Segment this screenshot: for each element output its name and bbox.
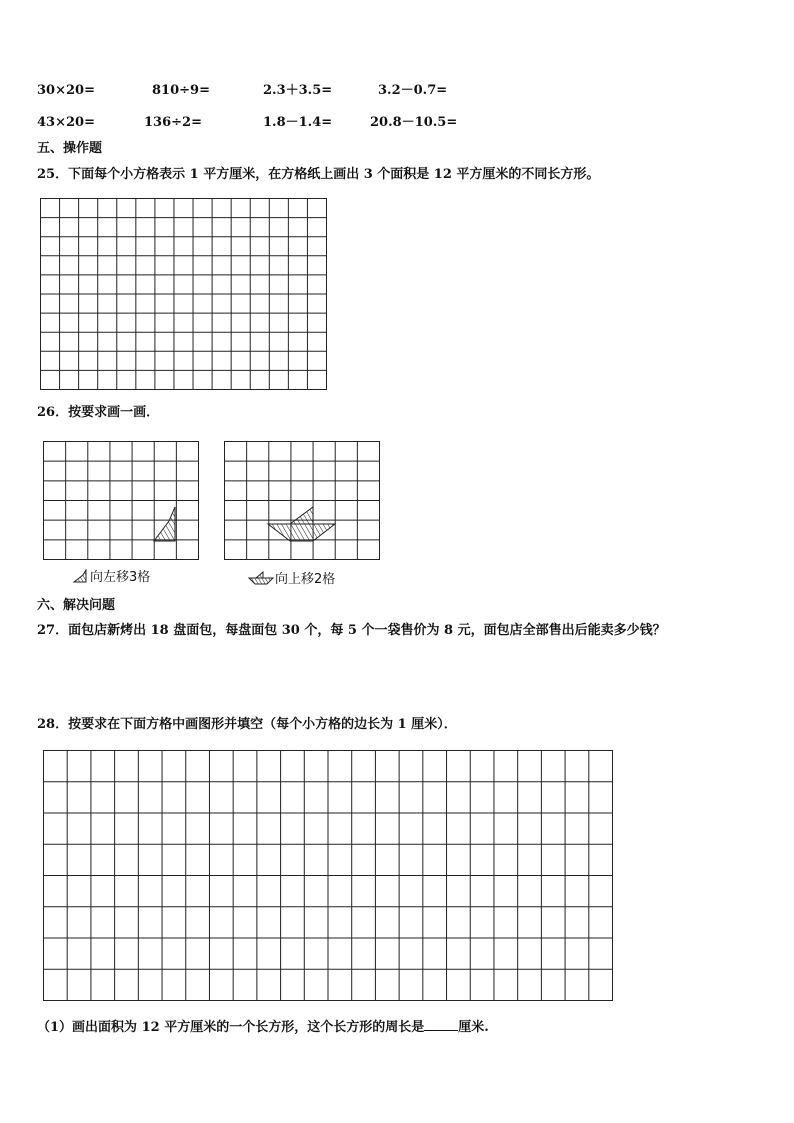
answer-blank[interactable] (424, 1018, 458, 1031)
question-28-1 (37, 1018, 489, 1036)
calc-2-2: 136÷2= (144, 115, 202, 130)
calc-2-1: 43×20= (37, 115, 95, 130)
question-27: 27．面包店新烤出 18 盘面包，每盘面包 30 个，每 5 个一袋售价为 8 元，面包店全部售出后能卖多少钱？ (37, 623, 666, 638)
hatched-triangle-icon (72, 569, 90, 583)
question-28-1-unit: 厘米. (458, 1020, 489, 1035)
caption-right (247, 568, 335, 587)
calc-1-3: 2.3＋3.5= (263, 83, 333, 98)
calc-1-1: 30×20= (37, 83, 95, 98)
caption-left (72, 566, 150, 585)
caption-left-text: 向左移3格 (90, 570, 151, 585)
question-25: 25．下面每个小方格表示 1 平方厘米，在方格纸上画出 3 个面积是 12 平方厘米的不同长方形。 (37, 167, 600, 182)
hatched-boat-icon (224, 441, 380, 560)
calc-2-4: 20.8－10.5= (370, 115, 458, 130)
section5-title: 五、操作题 (37, 141, 103, 156)
hatched-triangle-icon (43, 441, 199, 560)
grid-q28 (43, 750, 613, 1001)
question-28-1-text: （1）画出面积为 12 平方厘米的一个长方形，这个长方形的周长是 (37, 1020, 425, 1035)
calc-1-4: 3.2－0.7= (378, 83, 448, 98)
grid-q25 (40, 198, 327, 390)
caption-right-text: 向上移2格 (275, 572, 336, 587)
calc-2-3: 1.8－1.4= (263, 115, 333, 130)
question-28: 28．按要求在下面方格中画图形并填空（每个小方格的边长为 1 厘米）． (37, 717, 457, 732)
section6-title: 六、解决问题 (37, 598, 116, 613)
hatched-boat-icon (247, 571, 275, 585)
question-26: 26．按要求画一画． (37, 405, 160, 420)
calc-1-2: 810÷9= (152, 83, 210, 98)
